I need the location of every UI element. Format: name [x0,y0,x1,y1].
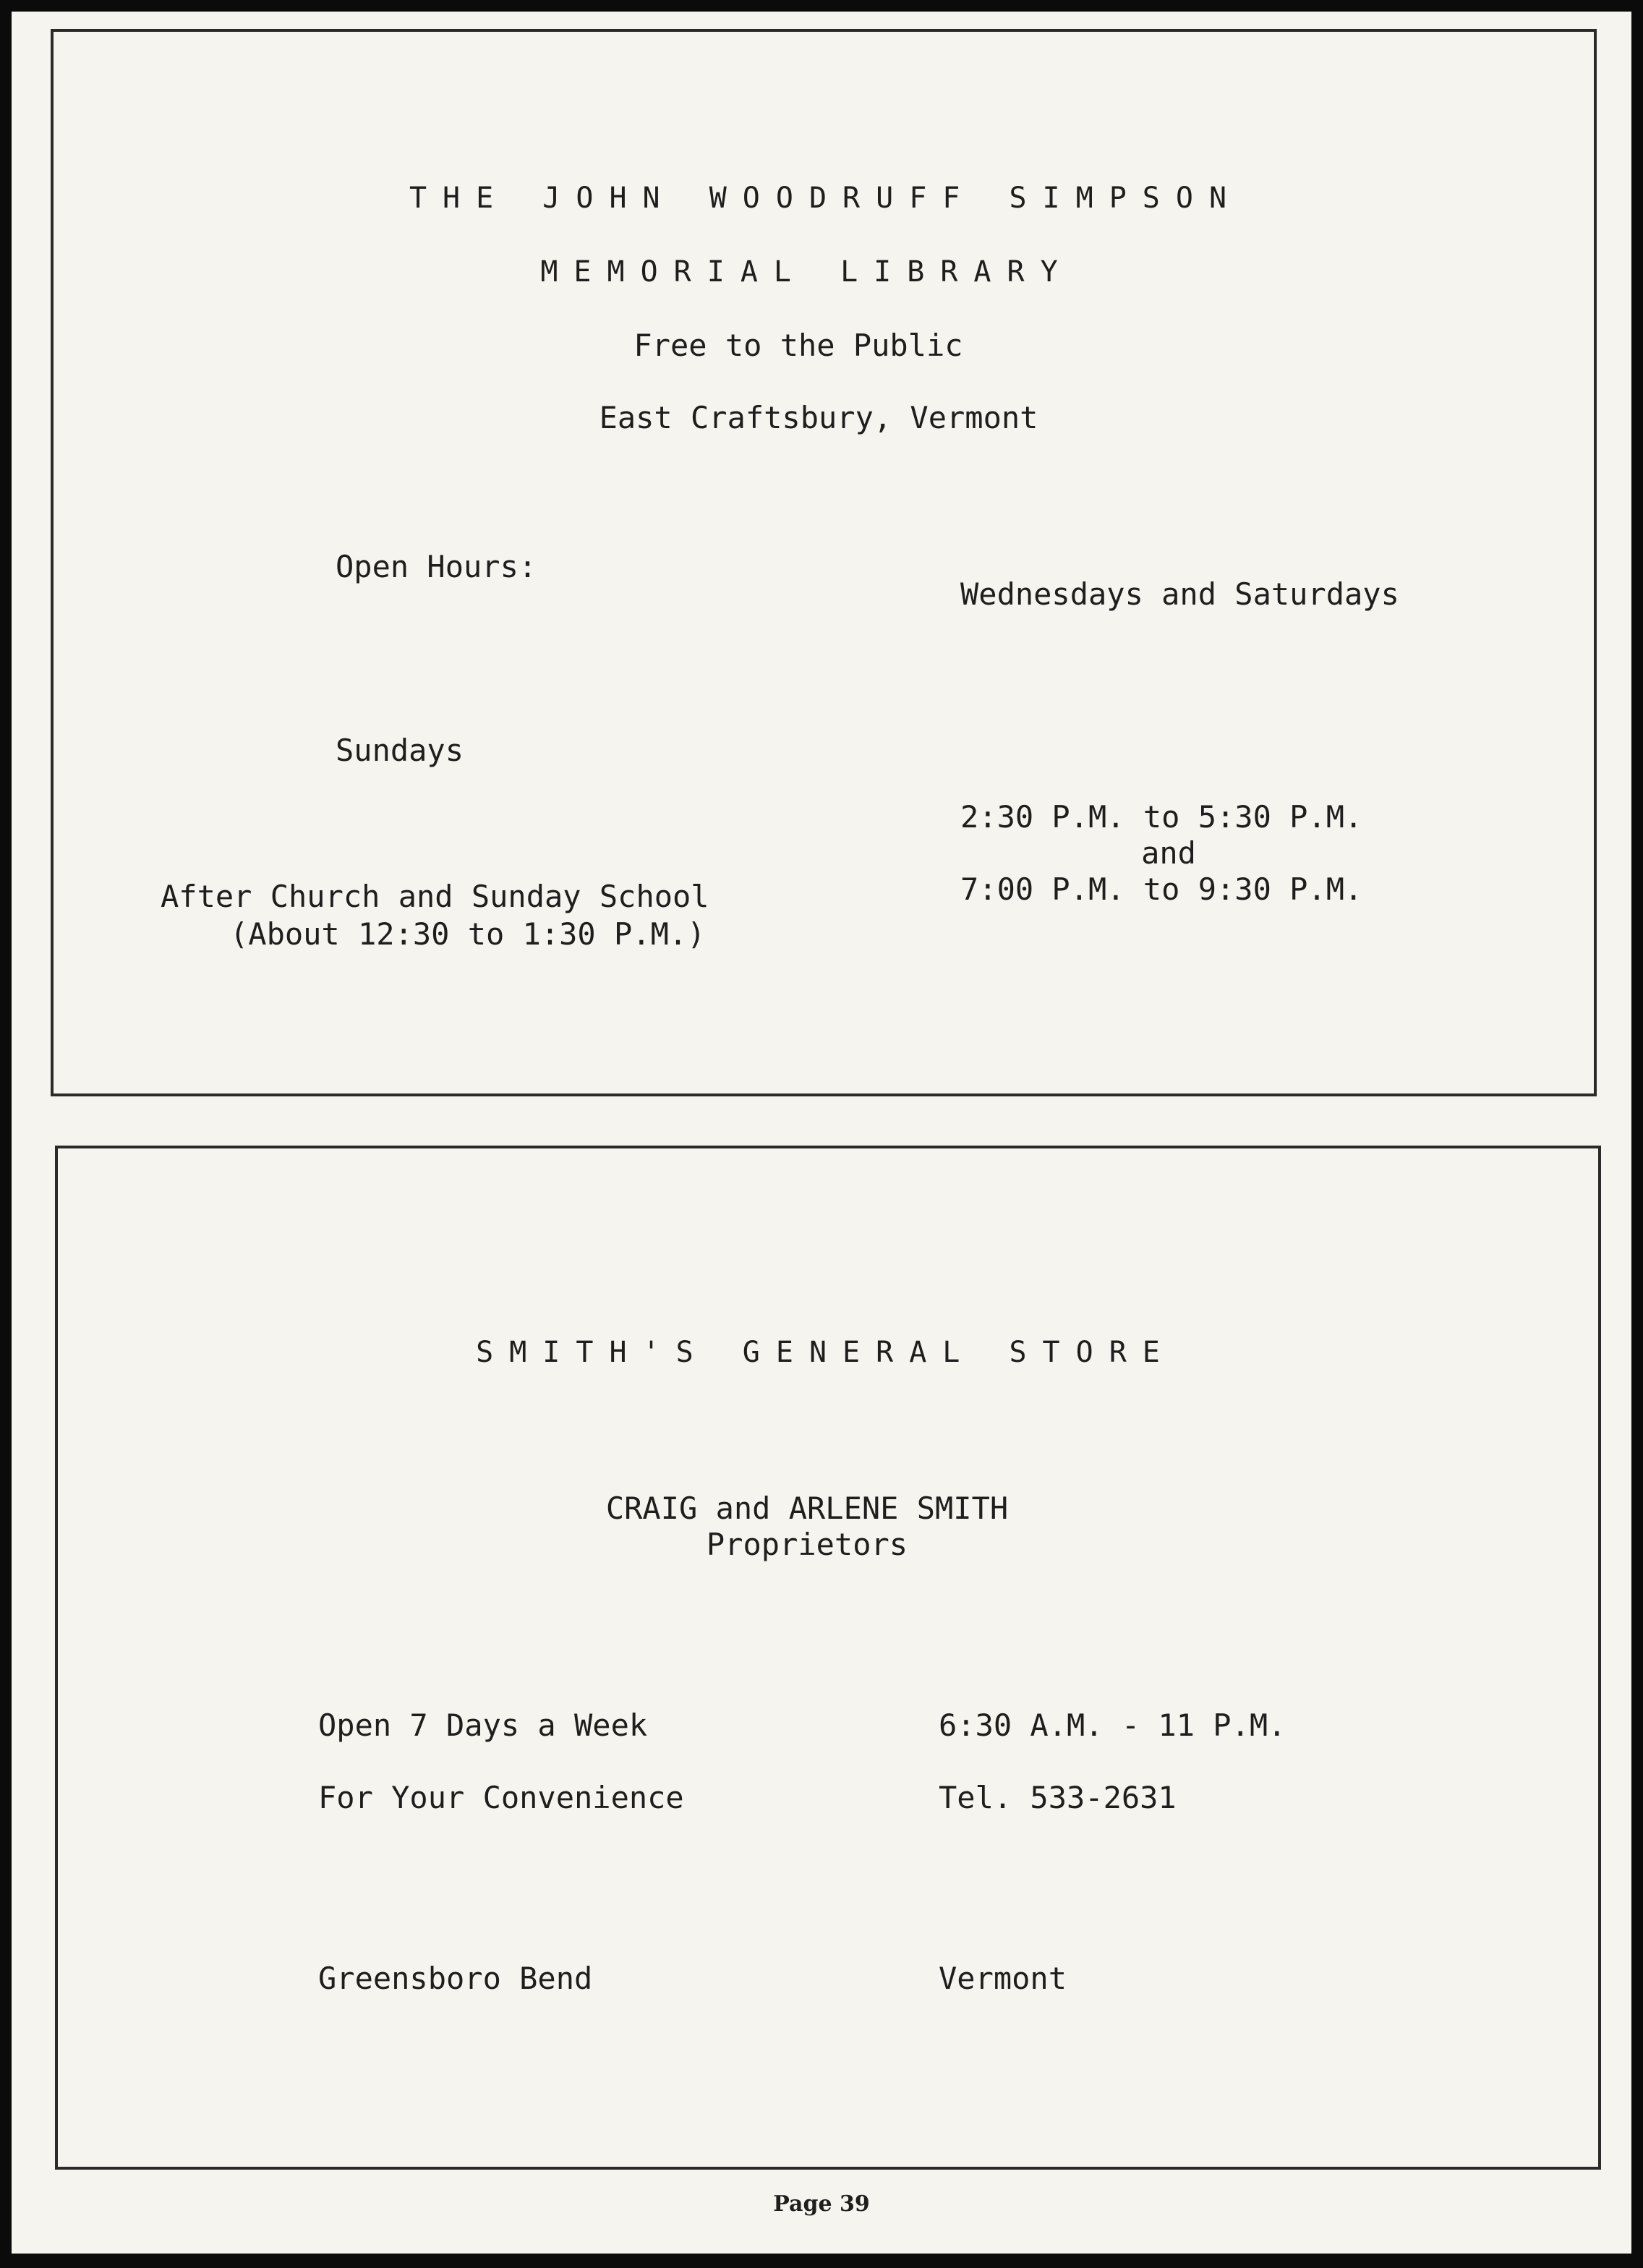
sunday-label: Sundays [336,733,464,768]
store-convenience: For Your Convenience [318,1780,684,1815]
open-hours-label: Open Hours: [336,549,537,584]
yearbook-page [12,12,1631,2254]
page-number: Page 39 [773,2191,870,2217]
library-name-line2: MEMORIAL LIBRARY [540,255,1074,289]
store-phone: Tel. 533-2631 [939,1780,1177,1815]
sunday-time: (About 12:30 to 1:30 P.M.) [230,916,706,952]
weekday-and: and [1141,835,1196,871]
store-name: SMITH'S GENERAL STORE [476,1336,1176,1369]
store-owners: CRAIG and ARLENE SMITH [605,1491,1009,1526]
store-ad [55,1146,1601,2170]
store-hours: 6:30 A.M. - 11 P.M. [939,1708,1286,1743]
library-tagline: Free to the Public [633,328,963,363]
weekday-days: Wednesdays and Saturdays [960,576,1399,612]
library-name-line1: THE JOHN WOODRUFF SIMPSON [409,182,1243,215]
store-town: Greensboro Bend [318,1961,593,1996]
weekday-time-1: 2:30 P.M. to 5:30 P.M. [960,799,1363,835]
library-location: East Craftsbury, Vermont [599,400,1038,435]
store-state: Vermont [939,1961,1067,1996]
sunday-note: After Church and Sunday School [161,879,709,914]
store-owners-title: Proprietors [706,1527,908,1562]
weekday-time-2: 7:00 P.M. to 9:30 P.M. [960,871,1363,907]
store-open-days: Open 7 Days a Week [318,1708,648,1743]
